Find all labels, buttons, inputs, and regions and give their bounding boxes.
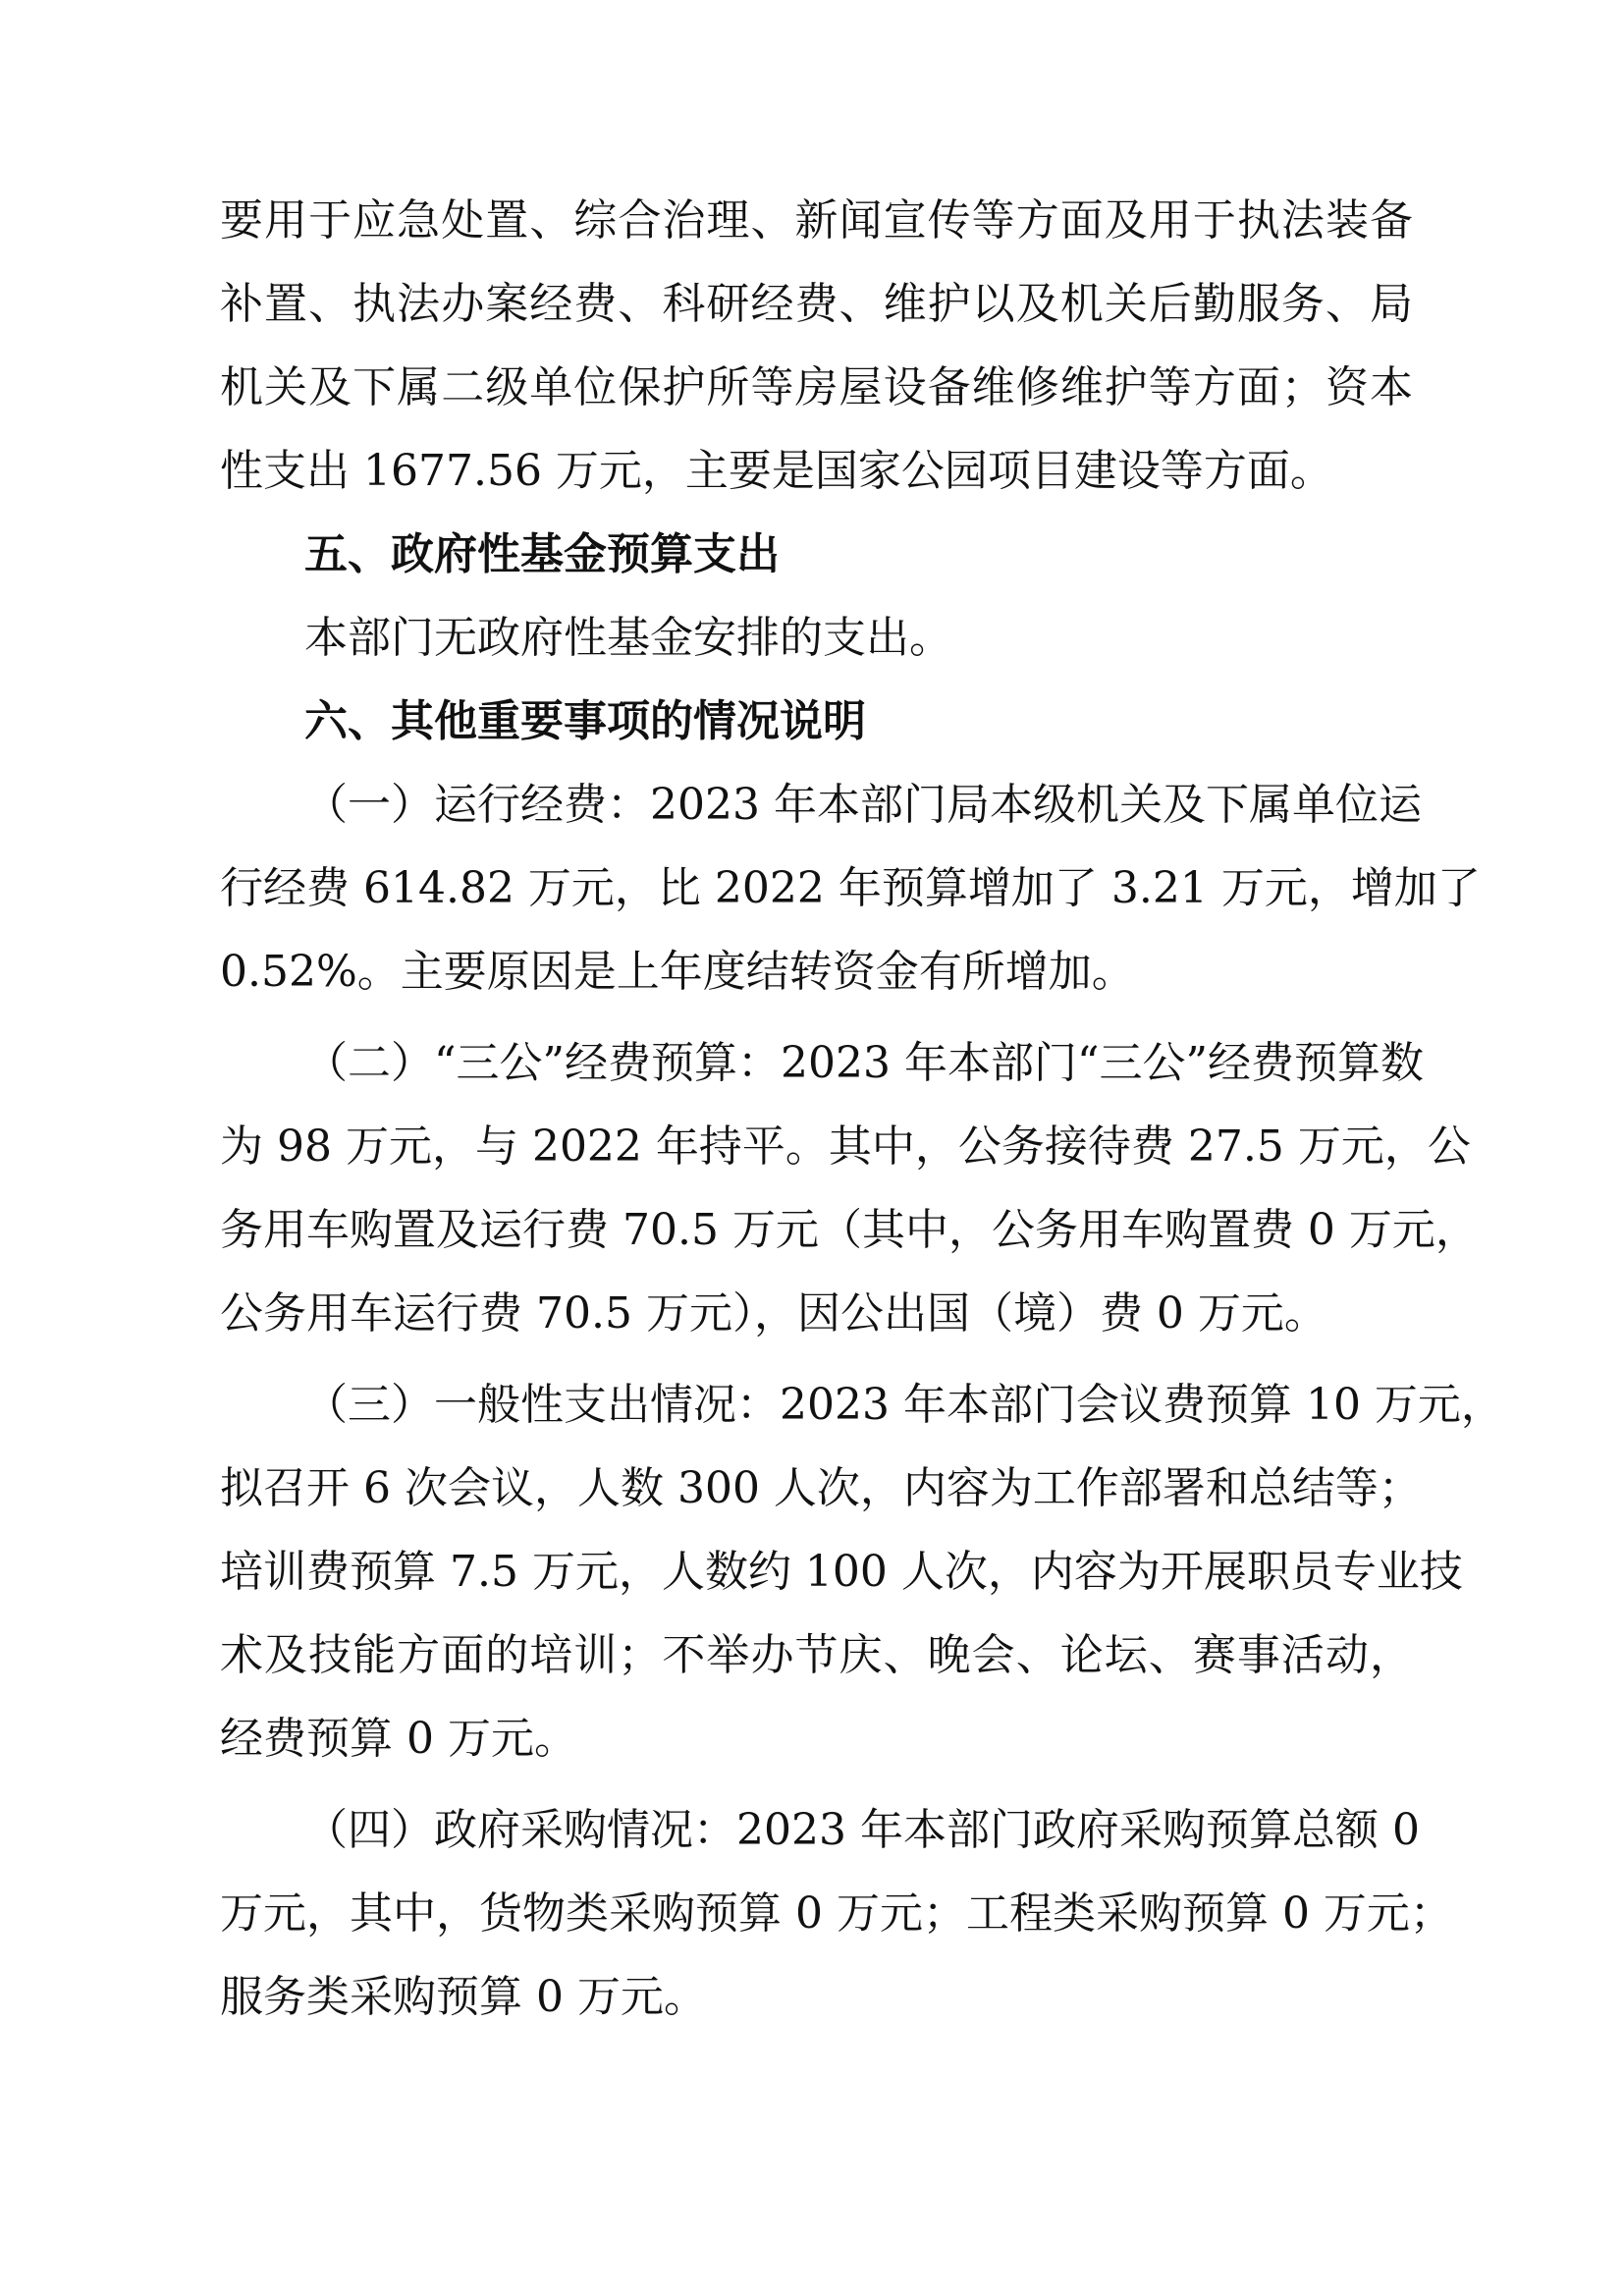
- item-2-line: 公务用车运行费 70.5 万元），因公出国（境）费 0 万元。: [220, 1288, 1327, 1339]
- body-text-line: 机关及下属二级单位保护所等房屋设备维修维护等方面；资本: [220, 362, 1413, 412]
- item-3-line: 拟召开 6 次会议，人数 300 人次，内容为工作部署和总结等；: [220, 1463, 1422, 1513]
- item-1-line: 行经费 614.82 万元，比 2022 年预算增加了 3.21 万元，增加了: [220, 863, 1481, 913]
- item-3-line: 培训费预算 7.5 万元，人数约 100 人次，内容为开展职员专业技: [220, 1547, 1463, 1597]
- item-4-line: （四）政府采购情况：2023 年本部门政府采购预算总额 0: [304, 1805, 1420, 1855]
- item-4-line: 万元，其中，货物类采购预算 0 万元；工程类采购预算 0 万元；: [220, 1888, 1453, 1939]
- item-3-line: 经费预算 0 万元。: [220, 1714, 577, 1764]
- body-text-line: 本部门无政府性基金安排的支出。: [304, 613, 952, 663]
- item-3-line: （三）一般性支出情况：2023 年本部门会议费预算 10 万元，: [304, 1380, 1504, 1430]
- section-heading-5: 五、政府性基金预算支出: [304, 529, 780, 579]
- item-2-line: 为 98 万元，与 2022 年持平。其中，公务接待费 27.5 万元，公: [220, 1121, 1471, 1172]
- body-text-line: 补置、执法办案经费、科研经费、维护以及机关后勤服务、局: [220, 279, 1413, 329]
- item-1-line: 0.52%。主要原因是上年度结转资金有所增加。: [220, 947, 1135, 997]
- body-text-line: 要用于应急处置、综合治理、新闻宣传等方面及用于执法装备: [220, 195, 1413, 246]
- item-2-line: 务用车购置及运行费 70.5 万元（其中，公务用车购置费 0 万元，: [220, 1205, 1479, 1255]
- item-2-line: （二）“三公”经费预算：2023 年本部门“三公”经费预算数: [304, 1038, 1424, 1088]
- item-1-line: （一）运行经费：2023 年本部门局本级机关及下属单位运: [304, 780, 1422, 830]
- section-heading-6: 六、其他重要事项的情况说明: [304, 696, 866, 746]
- item-3-line: 术及技能方面的培训；不举办节庆、晚会、论坛、赛事活动，: [220, 1630, 1413, 1680]
- body-text-line: 性支出 1677.56 万元，主要是国家公园项目建设等方面。: [220, 446, 1333, 496]
- item-4-line: 服务类采购预算 0 万元。: [220, 1972, 707, 2022]
